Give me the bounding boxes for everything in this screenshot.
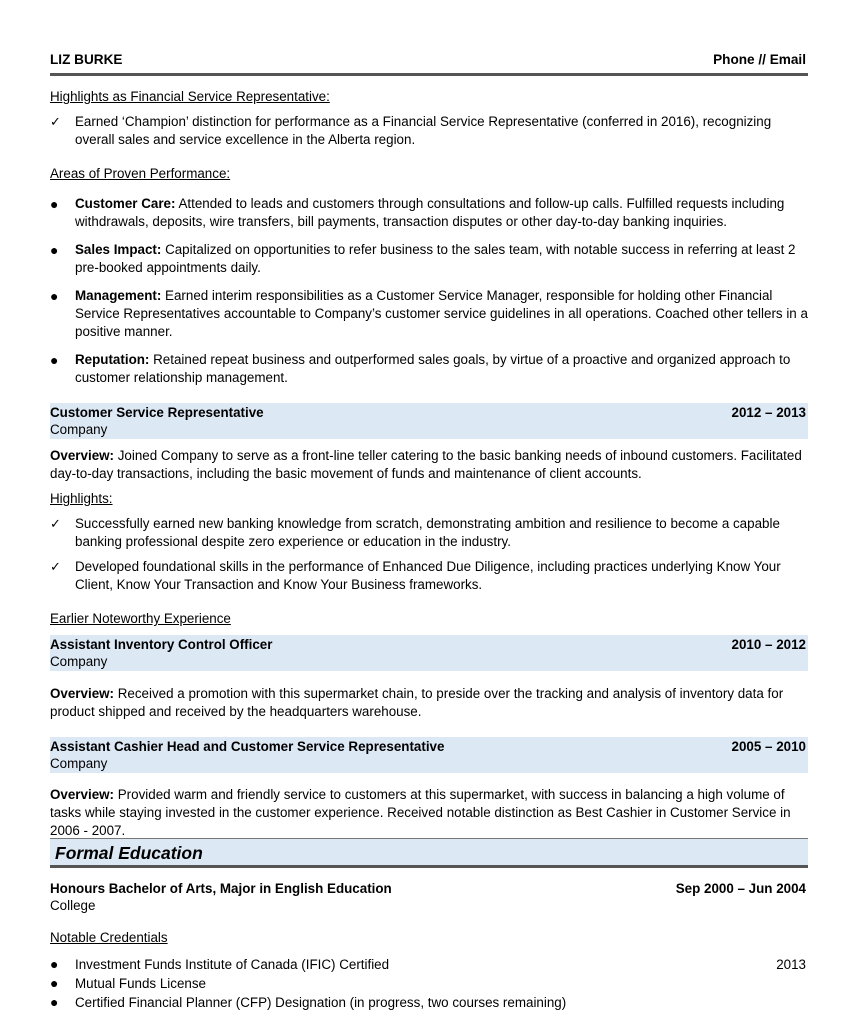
job-title: Assistant Inventory Control Officer: [50, 637, 273, 652]
bullet-icon: ●: [50, 975, 59, 991]
area-item-customer-care: ● Customer Care: Attended to leads and customers through consultations and follow-up calls. Fulfilled requests including withdrawals, deposits, wire transfers, bill payments, transaction disputes or other day-to-day banking inquiries.: [50, 196, 785, 229]
resume-header: [50, 51, 808, 76]
csr-overview: Overview: Joined Company to serve as a front-line teller catering to the basic banking needs of inbound customers. Facilitated day-to-day transactions, including the basic movement of funds and maintenance of client accounts.: [50, 448, 802, 481]
bullet-icon: ●: [50, 288, 59, 304]
credential-item: ● Certified Financial Planner (CFP) Designation (in progress, two courses remaining): [50, 994, 567, 1010]
bullet-icon: ●: [50, 196, 59, 212]
bullet-icon: ●: [50, 994, 59, 1010]
job-dates: 2012 – 2013: [731, 405, 806, 420]
contact-info: Phone // Email: [713, 52, 806, 67]
credential-item: ● Investment Funds Institute of Canada (IFIC) Certified 2013: [50, 956, 806, 972]
bullet-icon: ●: [50, 956, 59, 972]
csr-highlight-item: ✓ Developed foundational skills in the performance of Enhanced Due Diligence, including practices underlying Know Your Client, Know Your Transaction and Know Your Business frameworks.: [50, 559, 781, 592]
area-item-sales-impact: ● Sales Impact: Capitalized on opportunities to refer business to the sales team, with notable success in referring at least 2 pre-booked appointments daily.: [50, 242, 796, 275]
credentials-title: Notable Credentials: [50, 930, 168, 945]
job-title: Assistant Cashier Head and Customer Service Representative: [50, 739, 445, 754]
job-company: Company: [50, 654, 108, 669]
aico-overview: Overview: Received a promotion with this supermarket chain, to preside over the tracking and analysis of inventory data for product shipped and received by the headquarters warehouse.: [50, 686, 784, 719]
job-company: Company: [50, 422, 108, 437]
education-degree-row: [50, 881, 808, 896]
education-section-title: Formal Education: [55, 843, 203, 863]
highlight-fsr-item: ✓ Earned ‘Champion’ distinction for performance as a Financial Service Representative (conferred in 2016), recognizing overall sales and service excellence in the Alberta region.: [50, 114, 772, 147]
job-header-achcsr: [50, 737, 808, 773]
job-header-csr: [50, 403, 808, 439]
check-icon: ✓: [50, 559, 61, 574]
education-school: College: [50, 898, 96, 913]
candidate-name: LIZ BURKE: [50, 52, 123, 67]
csr-highlights-title: Highlights:: [50, 491, 113, 506]
areas-title: Areas of Proven Performance:: [50, 166, 231, 181]
achcsr-overview: Overview: Provided warm and friendly service to customers at this supermarket, with success in balancing a high volume of tasks while staying invested in the customer experience. Received notable distinction as Best Cashier in Customer Service in 2006 - 2007.: [50, 787, 791, 838]
job-header-aico: [50, 635, 808, 671]
credential-year: 2013: [776, 957, 806, 972]
check-icon: ✓: [50, 114, 61, 129]
bullet-icon: ●: [50, 352, 59, 368]
job-dates: 2005 – 2010: [731, 739, 806, 754]
education-section-header: [50, 838, 808, 868]
csr-highlight-item: ✓ Successfully earned new banking knowledge from scratch, demonstrating ambition and resilience to become a capable banking professional despite zero experience or education in the industry.: [50, 516, 780, 549]
degree-dates: Sep 2000 – Jun 2004: [675, 881, 806, 896]
job-dates: 2010 – 2012: [731, 637, 806, 652]
area-item-management: ● Management: Earned interim responsibilities as a Customer Service Manager, responsible for holding other Financial Service Representatives accountable to Company’s customer service guidelines in all operations. Coached other tellers in a positive manner.: [50, 288, 808, 339]
degree-title: Honours Bachelor of Arts, Major in English Education: [50, 881, 392, 896]
earlier-experience-title: Earlier Noteworthy Experience: [50, 611, 231, 626]
credential-item: ● Mutual Funds License: [50, 975, 207, 991]
bullet-icon: ●: [50, 242, 59, 258]
area-item-reputation: ● Reputation: Retained repeat business and outperformed sales goals, by virtue of a proactive and organized approach to customer relationship management.: [50, 352, 791, 385]
check-icon: ✓: [50, 516, 61, 531]
highlights-fsr-title: Highlights as Financial Service Representative:: [50, 89, 330, 104]
job-company: Company: [50, 756, 108, 771]
job-title: Customer Service Representative: [50, 405, 264, 420]
